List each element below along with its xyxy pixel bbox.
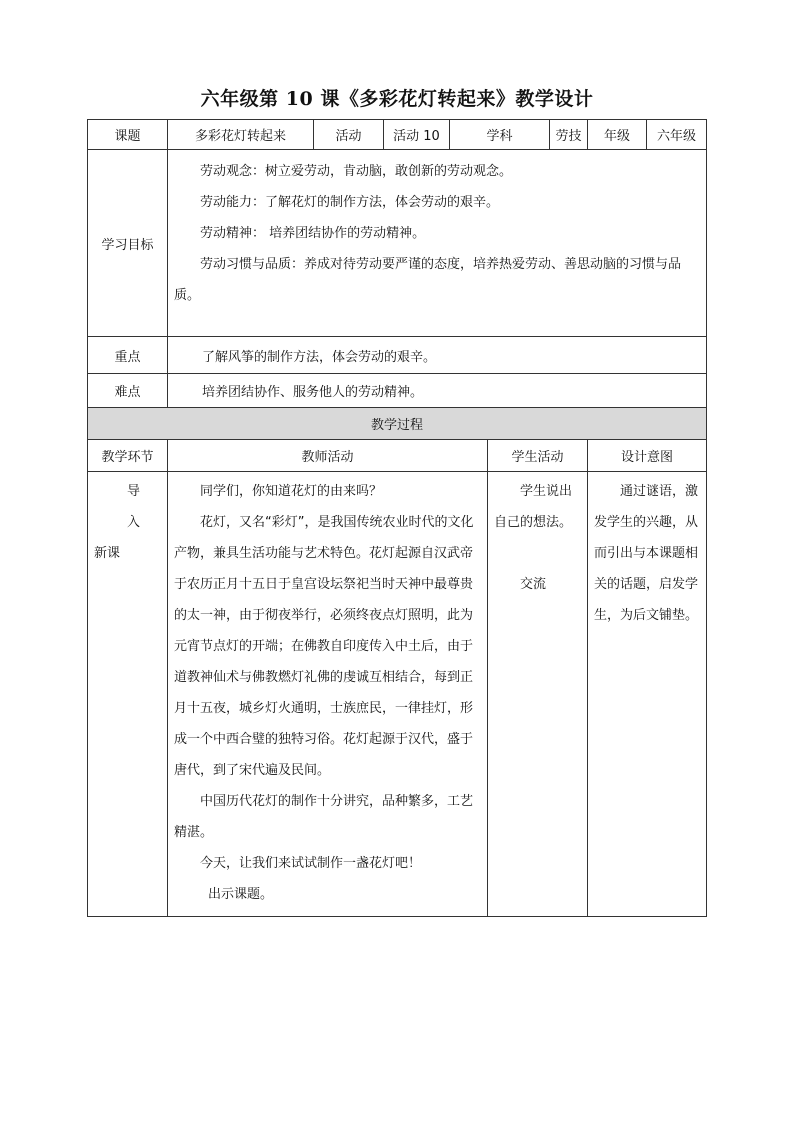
teacher-paragraph: 今天，让我们来试试制作一盏花灯吧！ xyxy=(200,856,422,871)
key-point-row xyxy=(88,337,707,374)
goal-item: 劳动习惯与品质：养成对待劳动要严谨的态度，培养热爱劳动、善思动脑的习惯与品质。 xyxy=(174,257,682,303)
teacher-paragraph: 中国历代花灯的制作十分讲究，品种繁多，工艺精湛。 xyxy=(174,794,474,840)
subject-value: 劳技 xyxy=(550,120,588,150)
stage-label-line1: 导入 xyxy=(127,484,151,530)
goal-item: 劳动观念：树立爱劳动，肯动脑，敢创新的劳动观念。 xyxy=(200,164,513,179)
goals-label: 学习目标 xyxy=(88,150,168,337)
goals-row xyxy=(88,150,707,337)
document-title: 六年级第 10 课《多彩花灯转起来》教学设计 xyxy=(200,88,594,110)
column-header-stage: 教学环节 xyxy=(88,440,168,472)
lesson-plan-table xyxy=(87,119,707,917)
student-activity xyxy=(488,472,588,917)
grade-value: 六年级 xyxy=(647,120,707,150)
stage-label-line2: 新课 xyxy=(94,546,121,561)
topic-value: 多彩花灯转起来 xyxy=(168,120,314,150)
activity-label: 活动 xyxy=(314,120,384,150)
teacher-paragraph: 花灯，又名“彩灯”，是我国传统农业时代的文化产物，兼具生活功能与艺术特色。花灯起源自汉武帝于农历正月十五日于皇宫设坛祭祀当时天神中最尊贵的太一神，由于彻夜举行，必须终夜点灯照明，此为元宵节点灯的开端；在佛教自印度传入中土后，由于道教神仙术与佛教燃灯礼佛的虔诚互相结合，每到正月十五夜，城乡灯火通明，士族庶民，一律挂灯，形成一个中西合璧的独特习俗。花灯起源于汉代，盛于唐代，到了宋代遍及民间。 xyxy=(174,515,474,778)
difficulty-label: 难点 xyxy=(88,374,168,408)
design-intent xyxy=(588,472,707,917)
topic-label: 课题 xyxy=(88,120,168,150)
process-columns-row xyxy=(88,440,707,472)
header-row xyxy=(88,120,707,150)
goal-item: 劳动能力：了解花灯的制作方法，体会劳动的艰辛。 xyxy=(200,195,500,210)
activity-value: 活动 10 xyxy=(384,120,450,150)
student-paragraph: 学生说出自己的想法。 xyxy=(494,484,573,530)
difficulty-value: 培养团结协作、服务他人的劳动精神。 xyxy=(168,374,707,408)
column-header-student: 学生活动 xyxy=(488,440,588,472)
intent-paragraph: 通过谜语，激发学生的兴趣，从而引出与本课题相关的话题，启发学生，为后文铺垫。 xyxy=(594,484,699,623)
student-paragraph: 交流 xyxy=(520,577,547,592)
process-body-row xyxy=(88,472,707,917)
goal-item: 劳动精神： 培养团结协作的劳动精神。 xyxy=(200,226,426,241)
teacher-paragraph: 出示课题。 xyxy=(208,887,274,902)
grade-label: 年级 xyxy=(588,120,647,150)
teacher-paragraph: 同学们，你知道花灯的由来吗？ xyxy=(200,484,383,499)
key-point-value: 了解风筝的制作方法，体会劳动的艰辛。 xyxy=(168,337,707,374)
process-header-row xyxy=(88,408,707,440)
difficulty-row xyxy=(88,374,707,408)
goals-content xyxy=(168,150,707,337)
stage-label xyxy=(88,472,168,917)
key-point-label: 重点 xyxy=(88,337,168,374)
teacher-activity xyxy=(168,472,488,917)
process-header: 教学过程 xyxy=(88,408,707,440)
column-header-teacher: 教师活动 xyxy=(168,440,488,472)
subject-label: 学科 xyxy=(450,120,550,150)
column-header-intent: 设计意图 xyxy=(588,440,707,472)
